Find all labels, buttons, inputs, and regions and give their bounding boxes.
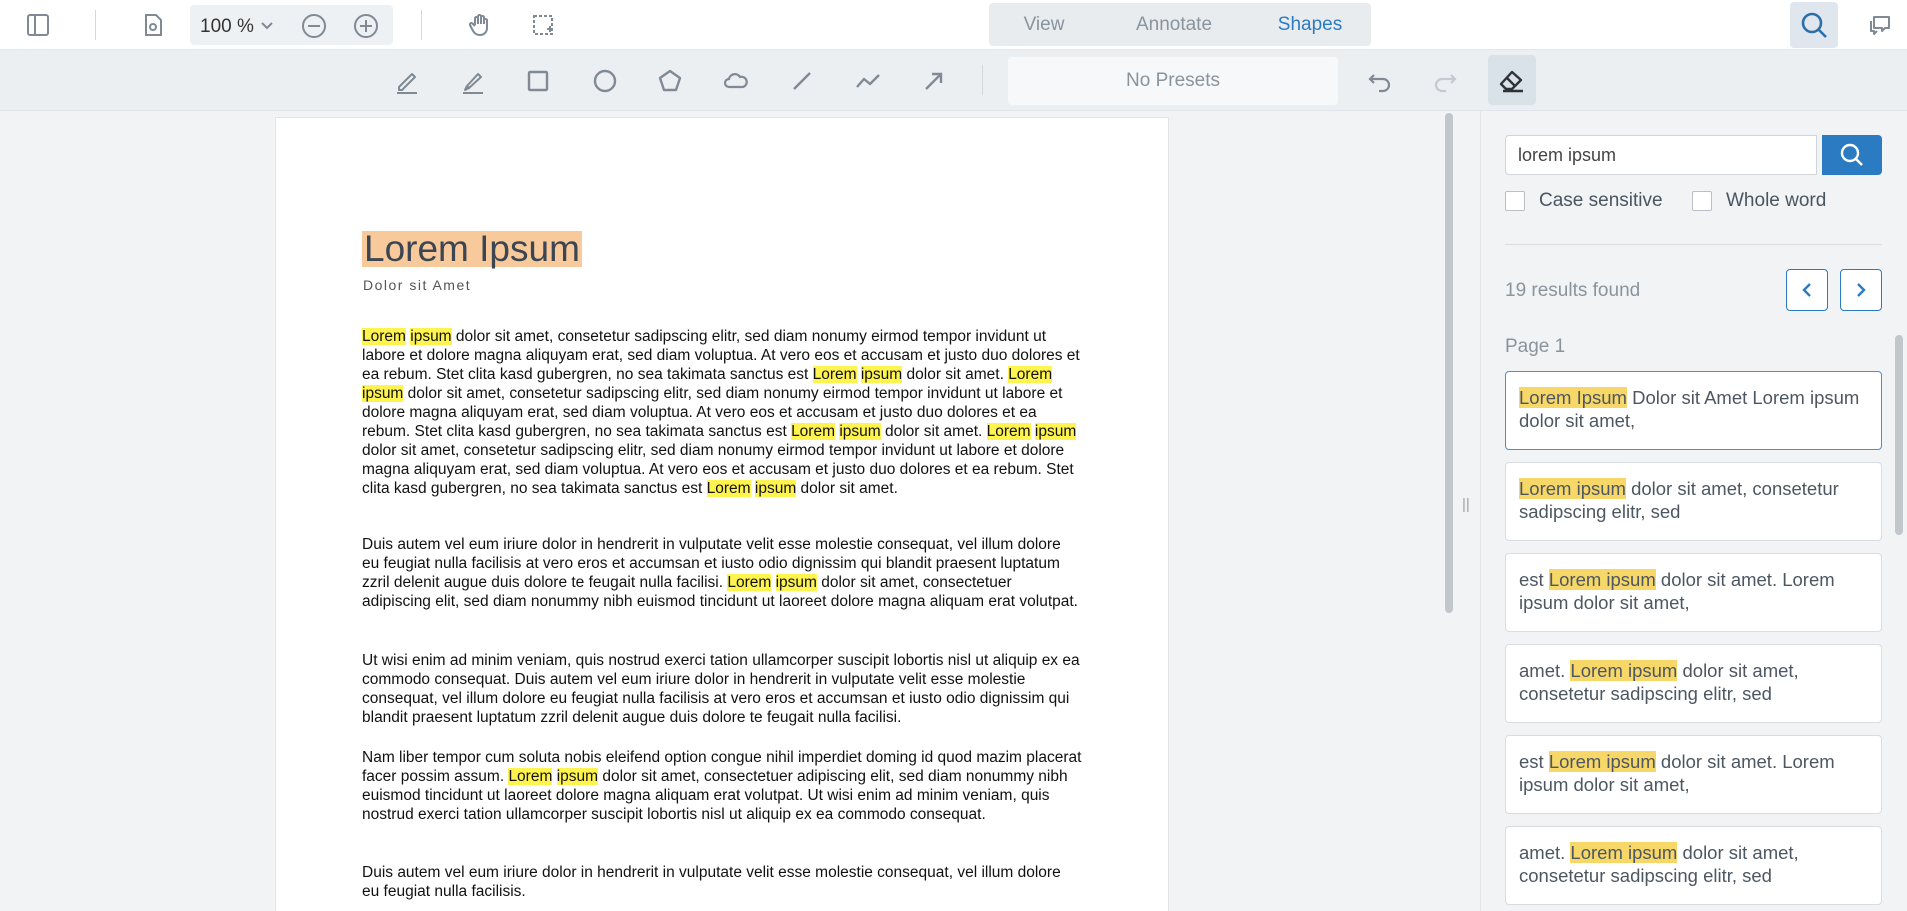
search-toggle-icon[interactable]	[1790, 2, 1838, 48]
top-header	[0, 0, 1907, 50]
zoom-out-icon[interactable]	[300, 12, 328, 40]
case-sensitive-checkbox[interactable]	[1505, 191, 1525, 211]
document-scrollbar[interactable]	[1445, 113, 1453, 613]
search-highlight: ipsum	[775, 574, 817, 591]
toggle-left-panel-icon[interactable]	[18, 5, 58, 45]
toolbar-divider	[982, 65, 983, 95]
search-result-item[interactable]: Lorem Ipsum Dolor sit Amet Lorem ipsum dolor sit amet,	[1505, 371, 1882, 450]
search-highlight: ipsum	[1034, 423, 1077, 440]
header-divider	[421, 10, 422, 40]
undo-icon[interactable]	[1360, 62, 1400, 100]
paragraph-1: Lorem ipsum dolor sit amet, consetetur sadipscing elitr, sed diam nonumy eirmod tempor invidunt ut labore et dolore magna aliquyam erat, sed diam voluptua. At vero eos et accusam et justo duo dolores et ea rebum. Stet clita kasd gubergren, no sea takimata sanctus est Lorem ipsum dolor sit amet. Lorem ipsum dolor sit amet, consetetur sadipscing elitr, sed diam nonumy eirmod tempor invidunt ut labore et dolore magna aliquyam erat, sed diam voluptua. At vero eos et accusam et justo duo dolores et ea rebum. Stet clita kasd gubergren, no sea takimata sanctus est Lorem ipsum dolor sit amet. Lorem ipsum dolor sit amet, consetetur sadipscing elitr, sed diam nonumy eirmod tempor invidunt ut labore et dolore magna aliquyam erat, sed diam voluptua. At vero eos et accusam et justo duo dolores et ea rebum. Stet clita kasd gubergren, no sea takimata sanctus est Lorem ipsum dolor sit amet.	[362, 328, 1080, 497]
tab-shapes[interactable]: Shapes	[1277, 13, 1343, 35]
presets-dropdown[interactable]: No Presets	[1008, 57, 1338, 105]
pan-hand-icon[interactable]	[460, 5, 500, 45]
search-result-item[interactable]: est Lorem ipsum dolor sit amet. Lorem ipsum dolor sit amet,	[1505, 735, 1882, 814]
search-result-item[interactable]: Lorem ipsum dolor sit amet, consetetur sadipscing elitr, sed	[1505, 462, 1882, 541]
search-input[interactable]	[1505, 135, 1817, 175]
panel-divider	[1505, 244, 1882, 245]
chevron-down-icon[interactable]	[260, 19, 274, 33]
search-highlight: ipsum	[556, 768, 599, 785]
polyline-tool-icon[interactable]	[848, 62, 888, 100]
search-highlight: Lorem	[508, 768, 553, 785]
line-tool-icon[interactable]	[782, 62, 822, 100]
mode-tabs	[989, 3, 1371, 46]
zoom-value[interactable]: 100 %	[200, 16, 254, 37]
search-highlight: ipsum	[362, 385, 404, 402]
next-result-button[interactable]	[1840, 269, 1882, 311]
search-highlight: Lorem	[986, 423, 1031, 440]
paragraph-5: Duis autem vel eum iriure dolor in hendrerit in vulputate velit esse molestie consequat, vel illum dolore eu feugiat nulla facilisis.	[362, 864, 1061, 900]
zoom-control	[190, 5, 393, 45]
pen-tool-icon[interactable]	[387, 62, 427, 100]
search-highlight: Lorem	[812, 366, 857, 383]
search-highlight: ipsum	[754, 480, 797, 497]
chevron-left-icon	[1798, 281, 1816, 299]
ellipse-tool-icon[interactable]	[585, 62, 625, 100]
chevron-right-icon	[1852, 281, 1870, 299]
search-icon	[1839, 142, 1865, 168]
comments-icon[interactable]	[1860, 5, 1900, 45]
document-viewport	[0, 111, 1460, 911]
highlighter-tool-icon[interactable]	[453, 62, 493, 100]
results-count: 19 results found	[1505, 280, 1641, 301]
search-result-item[interactable]: amet. Lorem ipsum dolor sit amet, consetetur sadipscing elitr, sed	[1505, 826, 1882, 905]
paragraph-3: Ut wisi enim ad minim veniam, quis nostrud exerci tation ullamcorper suscipit lobortis nisl ut aliquip ex ea commodo consequat. Duis autem vel eum iriure dolor in hendrerit in vulputate velit esse molestie consequat, vel illum dolore eu feugiat nulla facilisis at vero eros et accumsan et iusto odio dignissim qui blandit praesent luptatum zzril delenit augue duis dolore te feugait nulla facilisi.	[362, 652, 1080, 726]
rectangle-tool-icon[interactable]	[518, 62, 558, 100]
search-highlight: Lorem	[706, 480, 751, 497]
header-divider	[95, 10, 96, 40]
search-result-item[interactable]: amet. Lorem ipsum dolor sit amet, consetetur sadipscing elitr, sed	[1505, 644, 1882, 723]
shapes-toolbar	[0, 50, 1907, 111]
whole-word-label: Whole word	[1726, 190, 1827, 211]
cloud-tool-icon[interactable]	[716, 62, 756, 100]
eraser-icon[interactable]	[1488, 55, 1536, 105]
previous-result-button[interactable]	[1786, 269, 1828, 311]
search-highlight: Lorem	[362, 328, 406, 345]
zoom-in-icon[interactable]	[352, 12, 380, 40]
marquee-select-icon[interactable]	[524, 5, 564, 45]
search-highlight: ipsum	[410, 328, 452, 345]
search-highlight: Lorem	[1008, 366, 1053, 383]
document-subtitle: Dolor sit Amet	[363, 277, 472, 293]
document-settings-icon[interactable]	[133, 5, 173, 45]
document-page	[275, 117, 1169, 911]
search-highlight: Lorem	[727, 574, 772, 591]
search-highlight: ipsum	[839, 423, 881, 440]
paragraph-4: Nam liber tempor cum soluta nobis eleifend option congue nihil imperdiet doming id quod mazim placerat facer possim assum. Lorem ipsum dolor sit amet, consectetuer adipiscing elit, sed diam nonummy nibh euismod tincidunt ut laoreet dolore magna aliquam erat volutpat. Ut wisi enim ad minim veniam, quis nostrud exerci tation ullamcorper suscipit lobortis nisl ut aliquip ex ea commodo consequat.	[362, 749, 1082, 823]
search-submit-button[interactable]	[1822, 135, 1882, 175]
tab-annotate[interactable]: Annotate	[1135, 13, 1213, 35]
search-panel	[1480, 111, 1907, 911]
document-title: Lorem Ipsum	[364, 228, 580, 269]
results-scrollbar[interactable]	[1895, 335, 1903, 535]
search-highlight: ipsum	[860, 366, 903, 383]
search-result-item[interactable]: est Lorem ipsum dolor sit amet. Lorem ipsum dolor sit amet,	[1505, 553, 1882, 632]
redo-icon[interactable]	[1425, 62, 1465, 100]
tab-view[interactable]: View	[1023, 13, 1065, 35]
panel-resize-grip-icon[interactable]: ||	[1462, 496, 1470, 513]
case-sensitive-label: Case sensitive	[1539, 190, 1663, 211]
paragraph-2: Duis autem vel eum iriure dolor in hendrerit in vulputate velit esse molestie consequat, vel illum dolore eu feugiat nulla facilisis at vero eros et accumsan et iusto odio dignissim qui blandit praesent luptatum zzril delenit augue duis dolore te feugait nulla facilisi. Lorem ipsum dolor sit amet, consectetuer adipiscing elit, sed diam nonummy nibh euismod tincidunt ut laoreet dolore magna aliquam erat volutpat.	[362, 536, 1078, 610]
results-page-label: Page 1	[1505, 336, 1566, 357]
search-highlight: Lorem	[791, 423, 835, 440]
polygon-tool-icon[interactable]	[650, 62, 690, 100]
whole-word-checkbox[interactable]	[1692, 191, 1712, 211]
arrow-tool-icon[interactable]	[914, 62, 954, 100]
